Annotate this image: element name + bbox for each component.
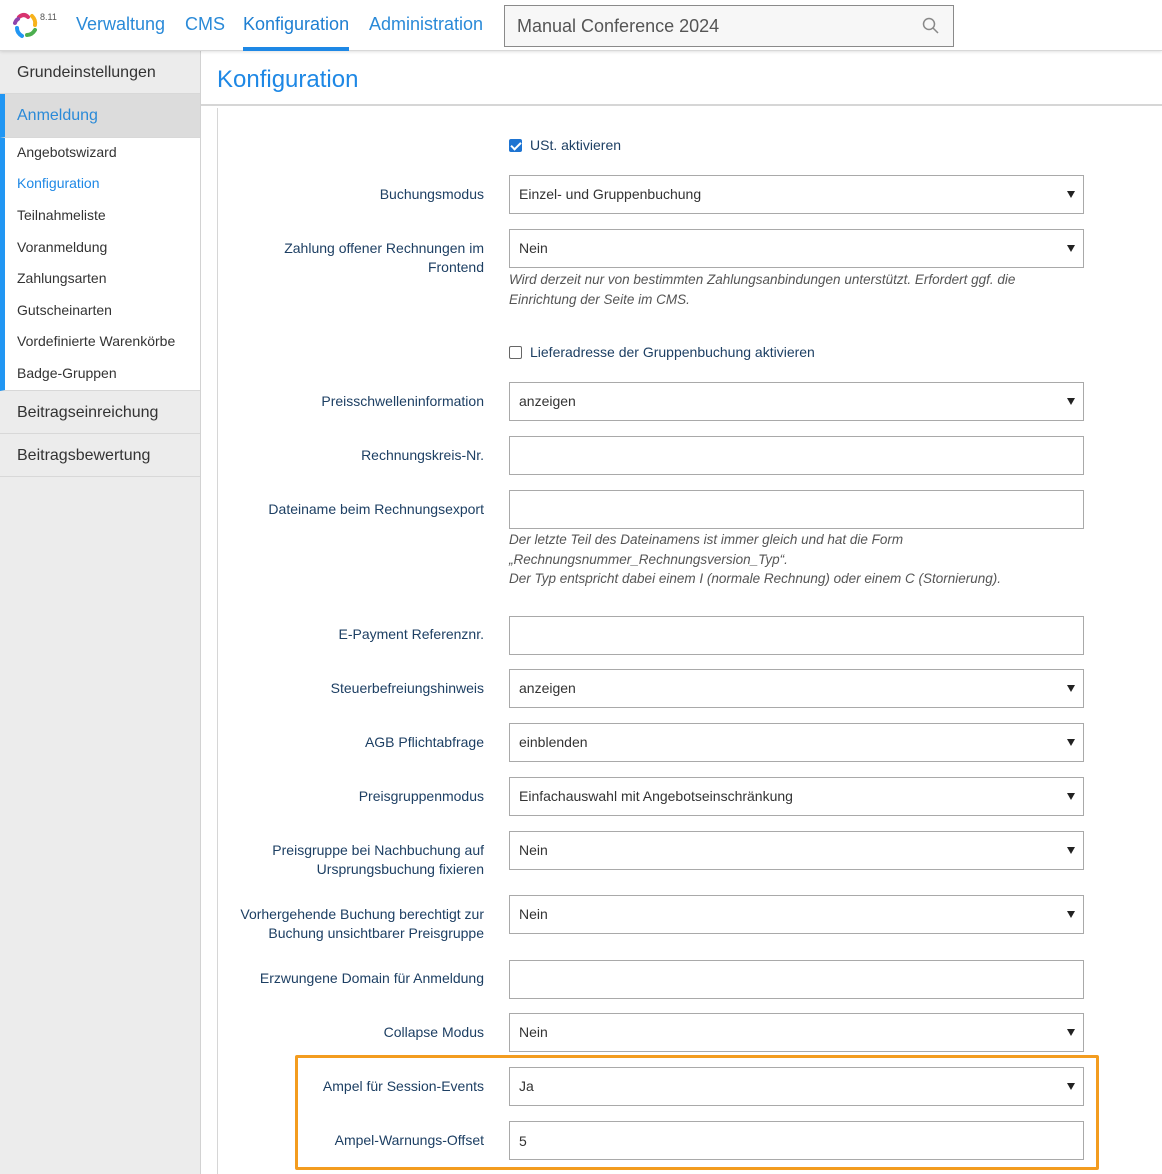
agb-value: einblenden [519, 734, 588, 750]
config-form [217, 108, 1162, 1174]
chevron-down-icon [1067, 847, 1075, 854]
steuer-label: Steuerbefreiungshinweis [330, 680, 484, 696]
chevron-down-icon [1067, 793, 1075, 800]
vorhergehende-label-line2: Buchung unsichtbarer Preisgruppe [268, 925, 484, 941]
domain-label: Erzwungene Domain für Anmeldung [259, 970, 484, 986]
sidebar-submenu-anmeldung [0, 138, 200, 391]
sidebar-section-beitragseinreichung[interactable]: Beitragseinreichung [0, 391, 200, 434]
nav-konfiguration[interactable]: Konfiguration [243, 14, 350, 34]
nachbuchung-label [272, 841, 484, 879]
collapse-select[interactable] [509, 1013, 1084, 1052]
chevron-down-icon [1067, 398, 1075, 405]
rechnungskreis-label: Rechnungskreis-Nr. [361, 447, 484, 463]
buchungsmodus-value: Einzel- und Gruppenbuchung [519, 186, 702, 202]
vorhergehende-label [240, 905, 484, 943]
zahlung-label-line1: Zahlung offener Rechnungen im [284, 240, 484, 256]
vorhergehende-value: Nein [519, 906, 548, 922]
chevron-down-icon [1067, 1083, 1075, 1090]
preisschwellen-label: Preisschwelleninformation [321, 393, 484, 409]
top-bar [0, 0, 1162, 51]
collapse-value: Nein [519, 1024, 548, 1040]
zahlung-label [284, 239, 484, 277]
nachbuchung-label-line2: Ursprungsbuchung fixieren [316, 861, 484, 877]
ampel-select[interactable] [509, 1067, 1084, 1106]
chevron-down-icon [1067, 191, 1075, 198]
domain-input[interactable] [509, 960, 1084, 999]
nachbuchung-value: Nein [519, 842, 548, 858]
steuer-value: anzeigen [519, 680, 576, 696]
sidebar-section-anmeldung[interactable]: Anmeldung [0, 94, 200, 138]
version-label: 8.11 [40, 12, 57, 22]
collapse-label: Collapse Modus [383, 1024, 484, 1040]
epayment-label: E-Payment Referenznr. [338, 626, 484, 642]
zahlung-hint [509, 270, 1015, 309]
sidebar-item-gutscheinarten[interactable]: Gutscheinarten [17, 302, 112, 318]
dateiname-hint-line2: „Rechnungsnummer_Rechnungsversion_Typ“. [509, 551, 788, 567]
sidebar-item-teilnahmeliste[interactable]: Teilnahmeliste [17, 207, 106, 223]
chevron-down-icon [1067, 245, 1075, 252]
app-logo-icon[interactable] [12, 11, 42, 41]
buchungsmodus-select[interactable] [509, 175, 1084, 214]
offset-label: Ampel-Warnungs-Offset [334, 1132, 484, 1148]
search-icon[interactable] [922, 17, 940, 35]
nav-verwaltung[interactable]: Verwaltung [76, 14, 166, 34]
page-title: Konfiguration [217, 66, 359, 93]
nachbuchung-select[interactable] [509, 831, 1084, 870]
offset-input[interactable] [509, 1121, 1084, 1160]
sidebar-item-konfiguration[interactable]: Konfiguration [17, 175, 100, 191]
dateiname-hint [509, 530, 1001, 589]
nav-administration[interactable]: Administration [369, 14, 484, 34]
dateiname-input[interactable] [509, 490, 1084, 529]
ampel-value: Ja [519, 1078, 534, 1094]
dateiname-label: Dateiname beim Rechnungsexport [268, 501, 484, 517]
chevron-down-icon [1067, 739, 1075, 746]
sidebar-section-beitragsbewertung[interactable]: Beitragsbewertung [0, 434, 200, 477]
vorhergehende-label-line1: Vorhergehende Buchung berechtigt zur [240, 906, 484, 922]
chevron-down-icon [1067, 911, 1075, 918]
agb-select[interactable] [509, 723, 1084, 762]
sidebar [0, 51, 201, 1174]
sidebar-item-zahlungsarten[interactable]: Zahlungsarten [17, 270, 107, 286]
preisgruppenmodus-label: Preisgruppenmodus [358, 788, 484, 804]
sidebar-item-badge-gruppen[interactable]: Badge-Gruppen [17, 365, 117, 381]
dateiname-hint-line3: Der Typ entspricht dabei einem I (normale Rechnung) oder einem C (Stornierung). [509, 571, 1001, 586]
zahlung-label-line2: Frontend [427, 259, 484, 275]
preisschwellen-select[interactable] [509, 382, 1084, 421]
agb-label: AGB Pflichtabfrage [364, 734, 484, 750]
sidebar-item-voranmeldung[interactable]: Voranmeldung [17, 239, 108, 255]
nav-cms[interactable]: CMS [185, 14, 225, 34]
zahlung-value: Nein [519, 240, 548, 256]
sidebar-item-angebotswizard[interactable]: Angebotswizard [17, 144, 117, 160]
active-nav-indicator [243, 47, 349, 51]
ampel-label: Ampel für Session-Events [322, 1078, 484, 1094]
ust-label: USt. aktivieren [530, 137, 622, 153]
buchungsmodus-label: Buchungsmodus [379, 186, 484, 202]
page-header [201, 51, 1162, 106]
epayment-input[interactable] [509, 616, 1084, 655]
zahlung-hint-line2: Einrichtung der Seite im CMS. [509, 291, 690, 307]
preisgruppenmodus-value: Einfachauswahl mit Angebotseinschränkung [519, 788, 793, 804]
steuer-select[interactable] [509, 669, 1084, 708]
lieferadresse-label: Lieferadresse der Gruppenbuchung aktivieren [530, 344, 815, 360]
ust-checkbox[interactable] [509, 139, 522, 152]
event-search[interactable] [504, 5, 954, 47]
preisgruppenmodus-select[interactable] [509, 777, 1084, 816]
event-search-input[interactable] [505, 6, 915, 46]
preisschwellen-value: anzeigen [519, 393, 576, 409]
sidebar-section-grundeinstellungen[interactable]: Grundeinstellungen [0, 51, 200, 94]
chevron-down-icon [1067, 1029, 1075, 1036]
lieferadresse-checkbox[interactable] [509, 346, 522, 359]
sidebar-item-vordefinierte-warenkoerbe[interactable]: Vordefinierte Warenkörbe [17, 333, 176, 349]
zahlung-hint-line1: Wird derzeit nur von bestimmten Zahlungsanbindungen unterstützt. Erfordert ggf. die [509, 272, 1016, 287]
rechnungskreis-input[interactable] [509, 436, 1084, 475]
nachbuchung-label-line1: Preisgruppe bei Nachbuchung auf [272, 842, 484, 858]
chevron-down-icon [1067, 685, 1075, 692]
dateiname-hint-line1: Der letzte Teil des Dateinamens ist immer gleich und hat die Form [509, 532, 904, 547]
zahlung-select[interactable] [509, 229, 1084, 268]
vorhergehende-select[interactable] [509, 895, 1084, 934]
